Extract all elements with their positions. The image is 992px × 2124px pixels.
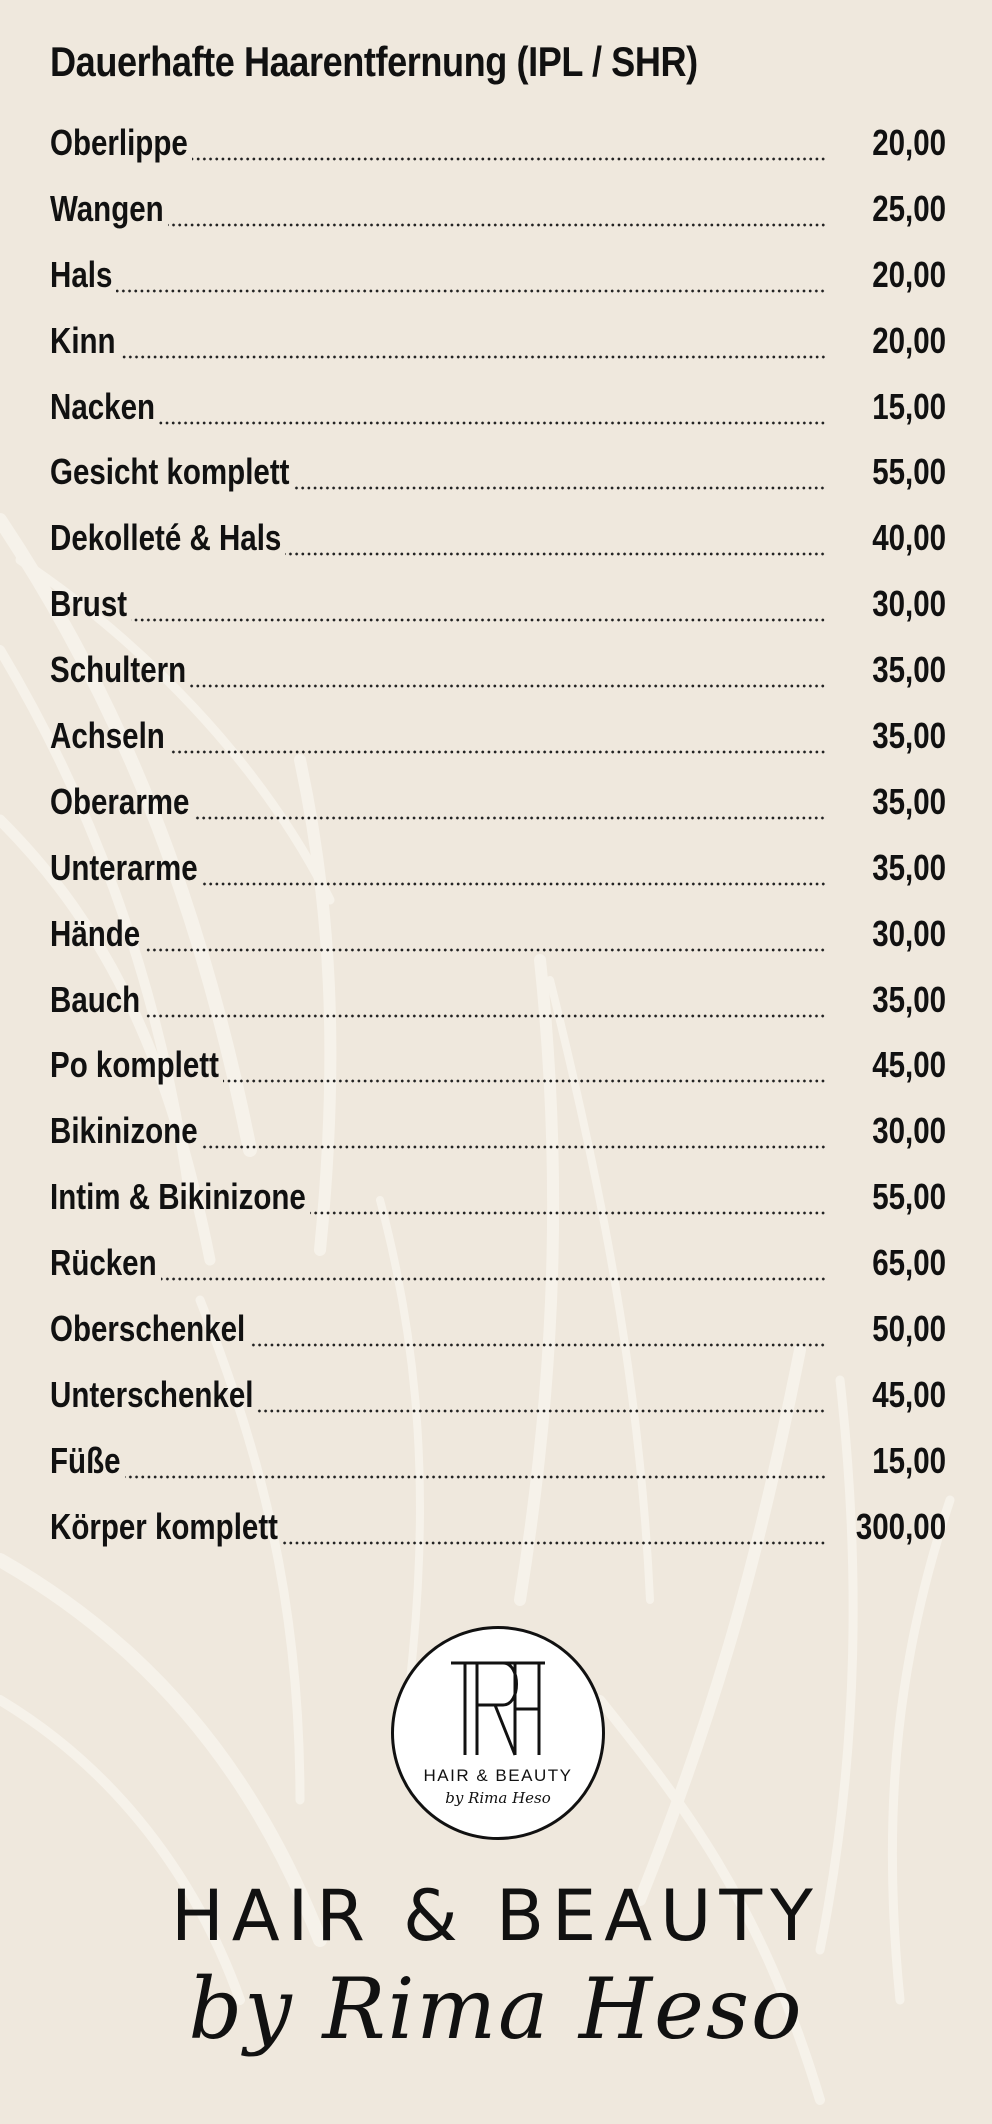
item-price-wrap (856, 1428, 946, 1494)
item-price: 45,00 (872, 1373, 946, 1415)
brand-name: HAIR & BEAUTY (171, 1875, 821, 1957)
dot-leader (168, 223, 826, 227)
dot-leader (202, 1145, 826, 1149)
item-name: Oberschenkel (50, 1307, 246, 1349)
item-name-wrap (50, 1428, 136, 1494)
item-price-wrap (856, 1164, 946, 1230)
item-price-wrap (856, 835, 946, 901)
item-price: 65,00 (872, 1242, 946, 1284)
dot-leader (144, 948, 826, 952)
item-price-wrap (856, 967, 946, 1033)
item-name-wrap (50, 505, 332, 571)
item-name: Unterschenkel (50, 1373, 254, 1415)
item-name: Oberarme (50, 780, 190, 822)
item-name-wrap (50, 308, 130, 374)
item-name: Unterarme (50, 846, 198, 888)
item-name-wrap (50, 637, 216, 703)
dot-leader (190, 684, 826, 688)
price-row (50, 571, 946, 637)
item-name-wrap (50, 901, 160, 967)
price-row (50, 242, 946, 308)
item-price: 45,00 (872, 1044, 946, 1086)
price-row (50, 967, 946, 1033)
item-name-wrap (50, 1098, 230, 1164)
item-name: Intim & Bikinizone (50, 1176, 306, 1218)
brand-script: by Rima Heso (188, 1960, 804, 2058)
item-price-wrap (856, 901, 946, 967)
price-row (50, 835, 946, 901)
price-row (50, 1164, 946, 1230)
price-row (50, 769, 946, 835)
item-price-wrap (856, 571, 946, 637)
price-row (50, 703, 946, 769)
item-price: 20,00 (872, 319, 946, 361)
item-price-wrap (856, 439, 946, 505)
item-price-wrap (856, 1230, 946, 1296)
logo-text: HAIR & BEAUTY (423, 1766, 573, 1785)
item-price: 20,00 (872, 121, 946, 163)
item-price-wrap (856, 242, 946, 308)
item-price: 15,00 (872, 1439, 946, 1481)
item-name: Gesicht komplett (50, 451, 290, 493)
item-price: 25,00 (872, 187, 946, 229)
price-row (50, 1230, 946, 1296)
rh-monogram-icon (443, 1659, 553, 1759)
dot-leader (131, 618, 826, 622)
item-name-wrap (50, 1494, 328, 1560)
price-row (50, 308, 946, 374)
price-row (50, 901, 946, 967)
item-name-wrap (50, 110, 218, 176)
price-list (50, 110, 946, 1560)
dot-leader (116, 289, 826, 293)
dot-leader (125, 1475, 826, 1479)
price-row (50, 1098, 946, 1164)
item-price-wrap (856, 637, 946, 703)
item-name: Füße (50, 1439, 121, 1481)
dot-leader (257, 1409, 826, 1413)
item-name-wrap (50, 439, 342, 505)
item-name-wrap (50, 703, 190, 769)
dot-leader (293, 486, 826, 490)
item-name-wrap (50, 1032, 256, 1098)
item-name: Oberlippe (50, 121, 188, 163)
item-price: 35,00 (872, 714, 946, 756)
item-price-wrap (836, 1494, 946, 1560)
page-title: Dauerhafte Haarentfernung (IPL / SHR) (50, 38, 698, 85)
item-name: Kinn (50, 319, 116, 361)
price-row (50, 176, 946, 242)
item-price-wrap (856, 769, 946, 835)
item-name: Po komplett (50, 1044, 219, 1086)
dot-leader (169, 750, 826, 754)
item-price-wrap (856, 1296, 946, 1362)
item-price: 35,00 (872, 846, 946, 888)
dot-leader (193, 816, 826, 820)
price-row (50, 1296, 946, 1362)
item-name-wrap (50, 242, 126, 308)
item-price: 30,00 (872, 583, 946, 625)
item-price: 15,00 (872, 385, 946, 427)
price-row (50, 637, 946, 703)
item-name-wrap (50, 769, 220, 835)
item-price-wrap (856, 308, 946, 374)
price-row (50, 505, 946, 571)
item-price: 20,00 (872, 253, 946, 295)
item-name-wrap (50, 571, 144, 637)
item-price: 50,00 (872, 1307, 946, 1349)
item-price: 300,00 (855, 1505, 946, 1547)
price-row (50, 374, 946, 440)
item-price-wrap (856, 1032, 946, 1098)
dot-leader (159, 421, 826, 425)
item-name-wrap (50, 967, 160, 1033)
item-price: 40,00 (872, 517, 946, 559)
item-name: Brust (50, 583, 128, 625)
dot-leader (120, 355, 826, 359)
item-name: Bauch (50, 978, 141, 1020)
item-name: Achseln (50, 714, 165, 756)
item-price: 30,00 (872, 1110, 946, 1152)
price-row (50, 1362, 946, 1428)
item-name: Körper komplett (50, 1505, 278, 1547)
price-row (50, 1032, 946, 1098)
dot-leader (161, 1277, 826, 1281)
dot-leader (249, 1343, 826, 1347)
price-row (50, 1428, 946, 1494)
item-price-wrap (856, 1362, 946, 1428)
dot-leader (144, 1014, 826, 1018)
item-name-wrap (50, 1362, 298, 1428)
logo-script: by Rima Heso (445, 1789, 551, 1807)
item-price: 35,00 (872, 978, 946, 1020)
item-name: Wangen (50, 187, 164, 229)
item-price: 35,00 (872, 780, 946, 822)
item-name: Dekolleté & Hals (50, 517, 282, 559)
price-row (50, 1494, 946, 1560)
item-price-wrap (856, 505, 946, 571)
item-name: Hals (50, 253, 113, 295)
item-price-wrap (856, 374, 946, 440)
item-name: Bikinizone (50, 1110, 198, 1152)
item-price-wrap (856, 703, 946, 769)
logo-badge (391, 1626, 605, 1840)
item-price-wrap (856, 1098, 946, 1164)
item-name-wrap (50, 835, 230, 901)
item-name-wrap (50, 1296, 288, 1362)
item-name-wrap (50, 1230, 180, 1296)
item-name-wrap (50, 176, 189, 242)
dot-leader (282, 1541, 826, 1545)
dot-leader (192, 157, 826, 161)
item-price-wrap (856, 110, 946, 176)
item-price: 35,00 (872, 649, 946, 691)
item-price: 55,00 (872, 451, 946, 493)
item-name: Rücken (50, 1242, 157, 1284)
item-price-wrap (856, 176, 946, 242)
item-price: 30,00 (872, 912, 946, 954)
price-row (50, 439, 946, 505)
item-name: Schultern (50, 649, 187, 691)
item-name-wrap (50, 1164, 362, 1230)
dot-leader (310, 1211, 826, 1215)
item-name: Nacken (50, 385, 156, 427)
item-name: Hände (50, 912, 141, 954)
item-price: 55,00 (872, 1176, 946, 1218)
dot-leader (202, 882, 826, 886)
dot-leader (223, 1079, 826, 1083)
dot-leader (285, 552, 826, 556)
item-name-wrap (50, 374, 178, 440)
price-row (50, 110, 946, 176)
